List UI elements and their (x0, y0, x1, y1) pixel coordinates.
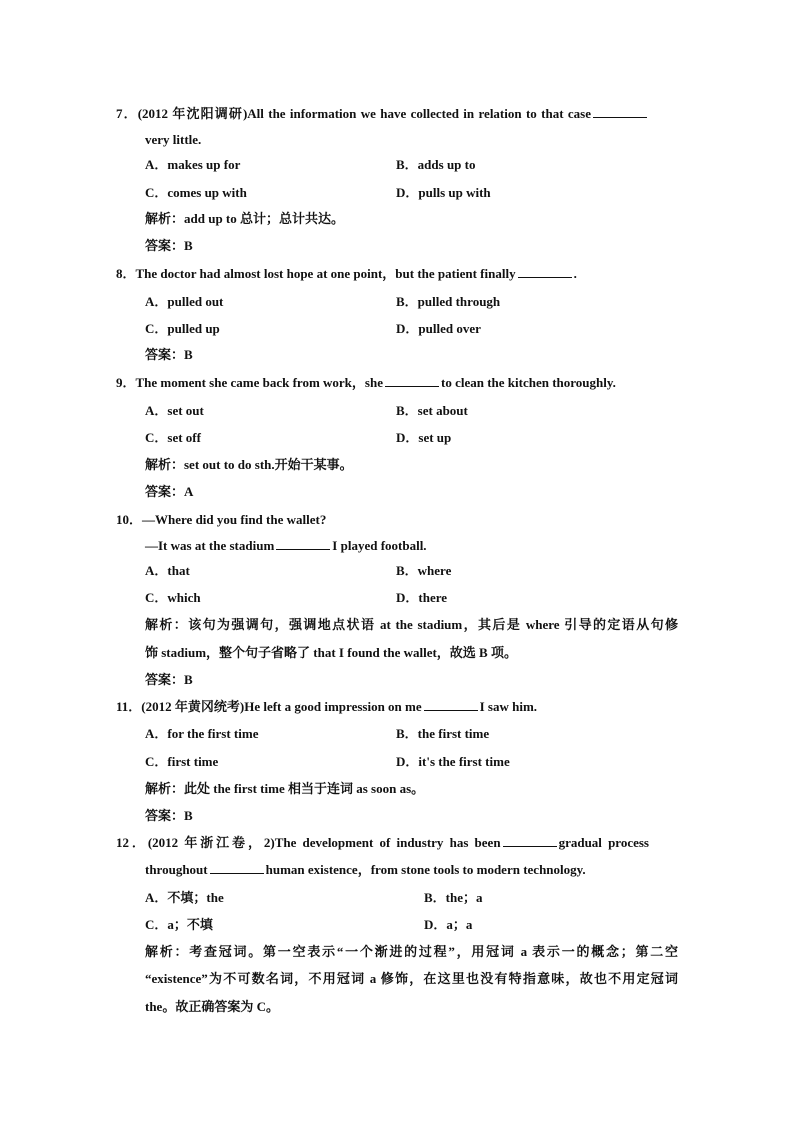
question-9-option-b: B．set about (396, 403, 468, 418)
question-11-stem: 11．(2012 年黄冈统考)He left a good impression on me I saw him. (116, 699, 538, 714)
question-7-option-a: A．makes up for (145, 157, 241, 172)
question-7-option-c: C．comes up with (145, 185, 247, 200)
question-12-analysis-3: the。故正确答案为 C。 (145, 999, 279, 1014)
answer-blank (385, 375, 439, 387)
question-12-option-d: D．a；a (424, 917, 473, 932)
question-10-analysis-1: 解析：该句为强调句，强调地点状语 at the stadium，其后是 where 引导的定语从句修 (145, 617, 678, 632)
answer-blank (210, 862, 264, 874)
question-9-answer: 答案：A (145, 484, 194, 499)
answer-blank (424, 699, 478, 711)
question-9-option-c: C．set off (145, 430, 201, 445)
question-8-option-b: B．pulled through (396, 294, 501, 309)
question-7-analysis: 解析：add up to 总计；总计共达。 (145, 211, 344, 226)
question-7-option-b: B．adds up to (396, 157, 476, 172)
question-11-option-c: C．first time (145, 754, 219, 769)
question-9-option-a: A．set out (145, 403, 204, 418)
question-12-stem-cont: throughout human existence，from stone tools to modern technology. (145, 862, 586, 877)
question-11-option-a: A．for the first time (145, 726, 259, 741)
question-12-analysis-2: “existence”为不可数名词，不用冠词 a 修饰，在这里也没有特指意味，故也不用定冠词 (145, 971, 678, 986)
answer-blank (503, 835, 557, 847)
question-12-option-a: A．不填；the (145, 890, 224, 905)
question-12-stem: 12．(2012 年浙江卷，2)The development of industry has been gradual process (116, 835, 649, 850)
question-9-stem: 9．The moment she came back from work，she to clean the kitchen thoroughly. (116, 375, 616, 390)
question-7-stem: 7．(2012 年沈阳调研)All the information we have collected in relation to that case (116, 106, 649, 122)
question-11-analysis: 解析：此处 the first time 相当于连词 as soon as。 (145, 781, 425, 796)
question-8-answer: 答案：B (145, 347, 193, 362)
answer-blank (276, 538, 330, 550)
question-9-analysis: 解析：set out to do sth.开始干某事。 (145, 457, 353, 472)
question-12-analysis-1: 解析：考查冠词。第一空表示“一个渐进的过程”，用冠词 a 表示一的概念；第二空 (145, 944, 678, 959)
question-10-option-b: B．where (396, 563, 452, 578)
question-12-option-b: B．the；a (424, 890, 483, 905)
question-8-option-c: C．pulled up (145, 321, 220, 336)
question-11-option-d: D．it's the first time (396, 754, 510, 769)
question-10-stem: 10．—Where did you find the wallet? (116, 512, 327, 527)
question-11-answer: 答案：B (145, 808, 193, 823)
question-10-analysis-2: 饰 stadium，整个句子省略了 that I found the wallet，故选 B 项。 (145, 645, 517, 660)
question-7-answer: 答案：B (145, 238, 193, 253)
answer-blank (593, 106, 647, 118)
question-8-option-d: D．pulled over (396, 321, 481, 336)
question-10-option-d: D．there (396, 590, 448, 605)
question-10-option-a: A．that (145, 563, 190, 578)
question-12-option-c: C．a；不填 (145, 917, 213, 932)
question-10-option-c: C．which (145, 590, 201, 605)
question-9-option-d: D．set up (396, 430, 452, 445)
answer-blank (518, 266, 572, 278)
question-11-option-b: B．the first time (396, 726, 490, 741)
question-10-answer: 答案：B (145, 672, 193, 687)
question-7-option-d: D．pulls up with (396, 185, 491, 200)
question-8-option-a: A．pulled out (145, 294, 224, 309)
question-10-stem-cont: —It was at the stadium I played football. (145, 538, 427, 553)
question-8-stem: 8．The doctor had almost lost hope at one point，but the patient finally . (116, 266, 577, 281)
question-7-stem-cont: very little. (145, 132, 202, 147)
